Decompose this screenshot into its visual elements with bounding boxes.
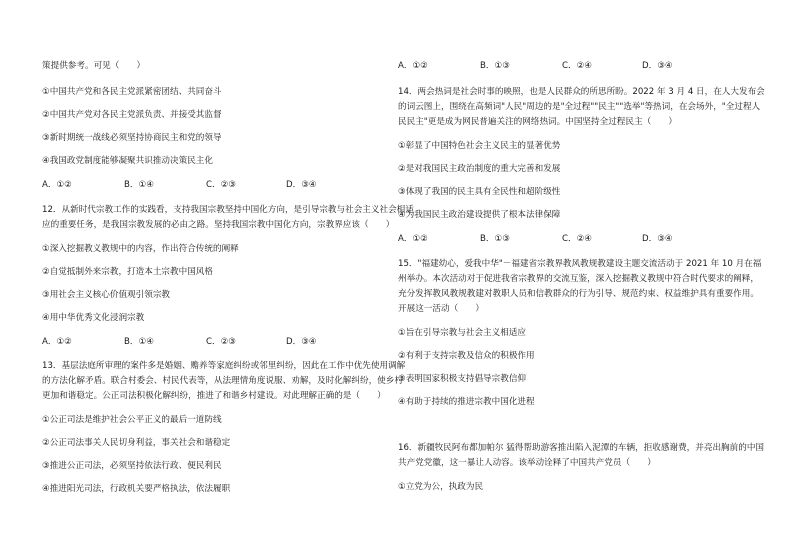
q14-item-2: ②是对我国民主政治制度的重大完善和发展 (398, 164, 561, 174)
option-d: D．③④ (286, 337, 317, 347)
option-a: A．①② (42, 180, 72, 190)
option-b: B．①③ (480, 234, 510, 244)
q15-stem-line-3: 充分发挥教风教规教建对教职人员和信教群众的行为引导、规范约束、权益维护具有重要作用。 (398, 289, 759, 299)
option-b: B．①④ (124, 337, 154, 347)
q13-item-3: ③推进公正司法，必须坚持依法行政、便民利民 (42, 461, 222, 471)
q14-stem-line-3: 民民主"更是成为网民普遍关注的网络热词。中国坚持全过程民主（ ） (398, 117, 677, 127)
q13-item-4: ④推进阳光司法，行政机关要严格执法，依法履职 (42, 484, 231, 494)
q13-stem-line-3: 更加和谐稳定。公正司法积极化解纠纷，推进了和谐乡村建设。对此理解正确的是（ ） (42, 391, 386, 401)
q14-item-1: ①彰显了中国特色社会主义民主的显著优势 (398, 141, 561, 151)
q12-item-3: ③用社会主义核心价值观引领宗教 (42, 290, 171, 300)
option-c: C．②④ (562, 61, 593, 71)
q16-stem-line-2: 共产党党徽，这一暴让人动容。该举动诠释了中国共产党员（ ） (398, 458, 656, 468)
q14-stem-line-2: 的词云图上，围绕在高频词"人民"周边的是"全过程""民主""选举"等热词，在会场外，"全过程人 (398, 102, 761, 112)
q16-stem-line-1: 16．新疆牧民阿布都加帕尔 猛得帮助游客推出陷入泥潭的车辆，拒收感谢费，并亮出胸前的中国 (398, 443, 765, 453)
prev-options (42, 179, 398, 191)
prev-question-tail: 策提供参考。可见（ ） (42, 61, 146, 71)
option-c: C．②③ (206, 180, 237, 190)
q15-stem-line-4: 开展这一活动（ ） (398, 304, 484, 314)
q12-stem-line-1: 12．从新时代宗教工作的实践看，支持我国宗教坚持中国化方向，是引导宗教与社会主义社会相适 (42, 205, 414, 215)
option-d: D．③④ (286, 180, 317, 190)
q12-item-4: ④用中华优秀文化浸润宗教 (42, 313, 145, 323)
prev-item-4: ④我国政党制度能够凝聚共识推动决策民主化 (42, 156, 213, 166)
q15-item-2: ②有利于支持宗教及信众的积极作用 (398, 351, 535, 361)
option-b: B．①④ (124, 180, 154, 190)
option-d: D．③④ (642, 61, 673, 71)
q14-options (398, 233, 754, 245)
option-a: A．①② (398, 61, 428, 71)
prev-item-1: ①中国共产党和各民主党派紧密团结、共同奋斗 (42, 87, 222, 97)
option-d: D．③④ (642, 234, 673, 244)
q15-item-1: ①旨在引导宗教与社会主义相适应 (398, 328, 527, 338)
q12-stem-line-2: 应的重要任务，是我国宗教发展的必由之路。坚持我国宗教中国化方向，宗教界应该（ ） (42, 220, 395, 230)
q12-options (42, 336, 398, 348)
q14-item-3: ③体现了我国的民主具有全民性和超阶级性 (398, 187, 561, 197)
option-b: B．①③ (480, 61, 510, 71)
q13-item-2: ②公正司法事关人民切身利益，事关社会和谐稳定 (42, 438, 231, 448)
option-a: A．①② (42, 337, 72, 347)
q16-item-1: ①立党为公，执政为民 (398, 482, 484, 492)
q13-stem-line-1: 13．基层法庭所审理的案件多是婚姻、赡养等家庭纠纷或邻里纠纷，因此在工作中优先使用调解 (42, 361, 406, 371)
q12-item-2: ②自觉抵制外来宗教，打造本土宗教中国风格 (42, 267, 213, 277)
q14-stem-line-1: 14．两会热词是社会时事的映照，也是人民群众的所思所盼。2022 年 3 月 4 日，在人大发布会 (398, 87, 765, 97)
q15-stem-line-1: 15．"福建幼心，爱我中华"－福建省宗教界教风教规教建设主题交流活动于 2021 年 10 月在福 (398, 259, 762, 269)
q15-stem-line-2: 州举办。本次活动对于促进我省宗教界的交流互鉴，深入挖掘教义教规中符合时代要求的阐释， (398, 274, 759, 284)
q14-item-4: ④为我国民主政治建设提供了根本法律保障 (398, 210, 561, 220)
prev-item-3: ③新时期统一战线必须坚持协商民主和党的领导 (42, 133, 222, 143)
prev-item-2: ②中国共产党对各民主党派负责、并接受其监督 (42, 110, 222, 120)
q13-stem-line-2: 的方法化解矛盾。联合村委会、村民代表等，从法理情角度说服、劝解，及时化解纠纷，使乡村 (42, 376, 403, 386)
prev-options-right (398, 60, 754, 72)
option-a: A．①② (398, 234, 428, 244)
q13-item-1: ①公正司法是维护社会公平正义的最后一道防线 (42, 415, 222, 425)
q15-item-3: ③表明国家积极支持倡导宗教信仰 (398, 374, 527, 384)
q12-item-1: ①深入挖掘教义教规中的内容，作出符合传统的阐释 (42, 244, 239, 254)
q15-item-4: ④有助于持续的推进宗教中国化进程 (398, 397, 535, 407)
option-c: C．②④ (562, 234, 593, 244)
option-c: C．②③ (206, 337, 237, 347)
